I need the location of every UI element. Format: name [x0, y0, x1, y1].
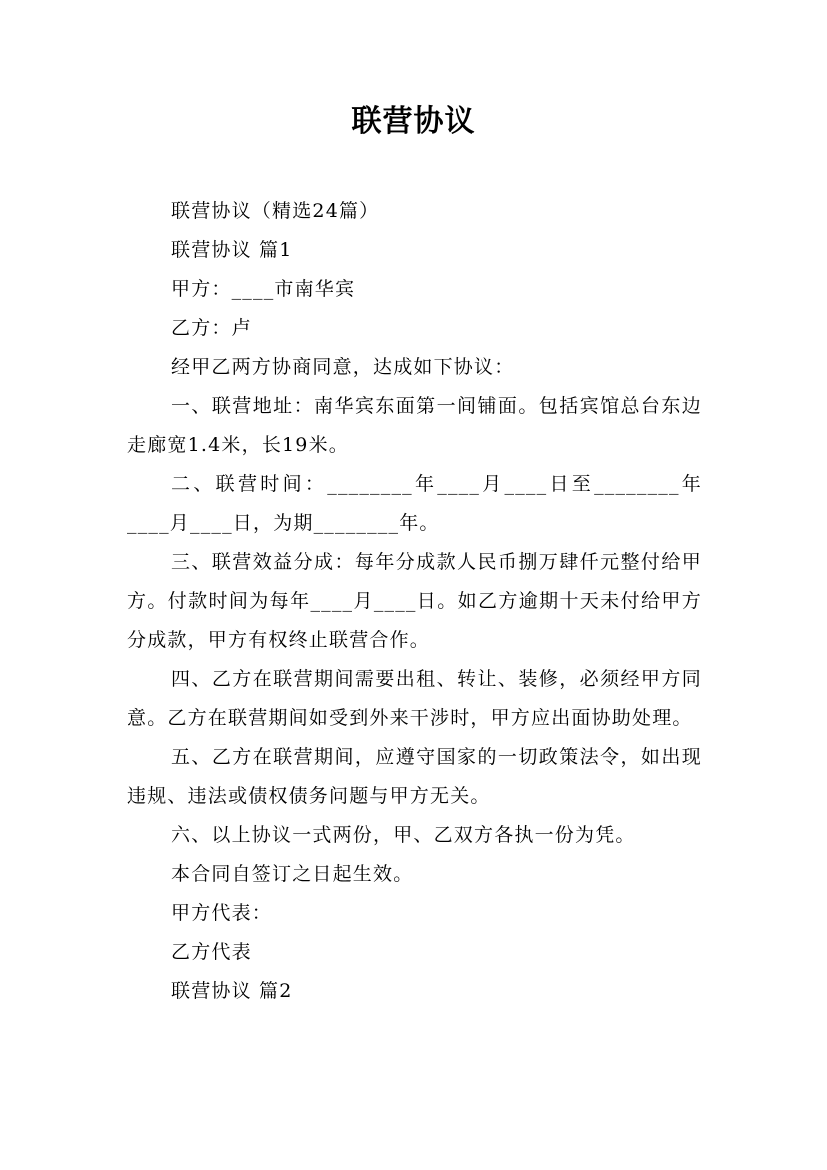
paragraph-section-heading: 联营协议 篇1 [171, 239, 293, 261]
paragraph-clause-6: 六、以上协议一式两份，甲、乙双方各执一份为凭。 [171, 824, 636, 846]
paragraph-effective: 本合同自签订之日起生效。 [171, 863, 414, 885]
paragraph-clause-2: 二、联营时间：________年____月____日至________年____月____日，为期________年。 [127, 473, 702, 534]
document-title: 联营协议 [351, 104, 476, 139]
paragraph-party-b-rep: 乙方代表 [171, 941, 252, 963]
paragraph-clause-4: 四、乙方在联营期间需要出租、转让、装修，必须经甲方同意。乙方在联营期间如受到外来干涉时，甲方应出面协助处理。 [127, 668, 702, 729]
paragraph-clause-5: 五、乙方在联营期间，应遵守国家的一切政策法令，如出现违规、违法或债权债务问题与甲方无关。 [127, 746, 702, 807]
document-body [127, 192, 702, 1011]
paragraph-clause-1: 一、联营地址：南华宾东面第一间铺面。包括宾馆总台东边走廊宽1.4米，长19米。 [127, 395, 702, 456]
paragraph-party-b: 乙方：卢 [171, 317, 252, 339]
paragraph-party-a: 甲方：____市南华宾 [171, 278, 356, 300]
paragraph-next-section-heading: 联营协议 篇2 [171, 980, 293, 1002]
paragraph-party-a-rep: 甲方代表： [171, 902, 273, 924]
paragraph-intro: 经甲乙两方协商同意，达成如下协议： [171, 356, 515, 378]
paragraph-subtitle: 联营协议（精选24篇） [171, 200, 380, 222]
paragraph-clause-3: 三、联营效益分成：每年分成款人民币捌万肆仟元整付给甲方。付款时间为每年____月____日。如乙方逾期十天未付给甲方分成款，甲方有权终止联营合作。 [127, 551, 702, 651]
